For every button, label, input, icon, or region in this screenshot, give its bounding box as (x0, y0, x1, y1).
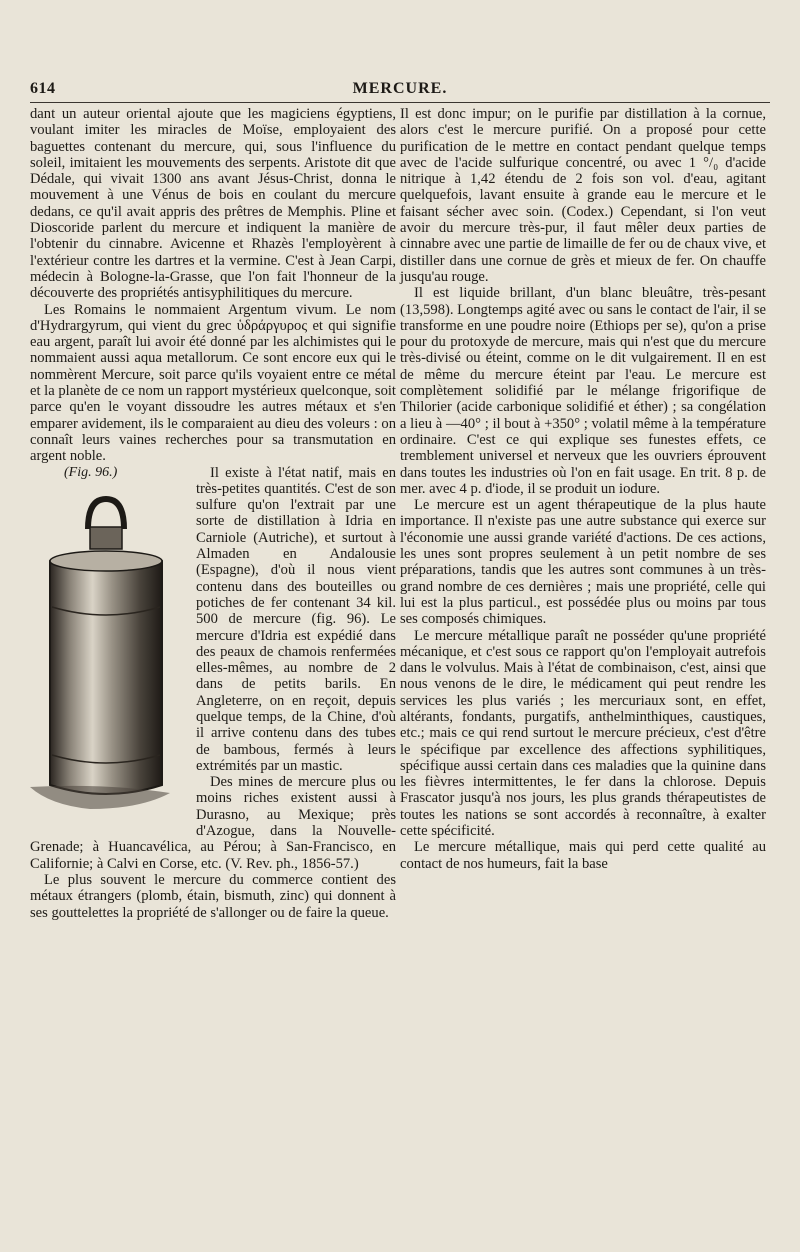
paragraph: Le mercure métallique paraît ne posséder qu'une propriété mécanique, et c'est sous ce rapport qu'on l'employait autrefois dans le volvulus. Mais à l'état de combinaison, c'est, ainsi que nous venons de le dire, le médicament qui peut rendre les services les plus variés ; les mercuriaux sont, en effet, altérants, fondants, purgatifs, anthelminthiques, caustiques, etc.; mais ce qui rend surtout le mercure précieux, c'est d'être le spécifique par excellence des affections syphilitiques, spécifique aussi certain dans ces maladies que la quinine dans les fièvres intermittentes, le fer dans la chlorose. Depuis Frascator jusqu'à nos jours, les plus grands thérapeutistes de toutes les nations se sont accordés à reconnaître, à exalter cette spécificité. (400, 627, 766, 840)
page-header (30, 80, 770, 103)
mercury-flask-illustration (30, 487, 188, 817)
right-column (400, 106, 766, 872)
figure-96 (30, 465, 188, 823)
paragraph-text: Il existe à l'état natif, mais en très-petites quantités. C'est de son sulfure qu'on l'extrait par une sorte de distillation à Idria en Carniole (Autriche), et surtout à Almaden en Andalousie (Espagne), d'où il nous vient contenu dans des bouteilles ou potiches de fer contenant 34 kil. 500 de mercure (fig. 96). Le mercure d'Idria est expédié dans des peaux de chamois renfermées elles-mêmes, au nombre de 2 dans de petits barils. En Angleterre, on en reçoit, depuis quelque temps, de la Chine, d'où il arrive contenu dans des tubes de bambous, fermés à leurs extrémités par un mastic. (196, 464, 396, 774)
running-title: MERCURE. (352, 80, 448, 97)
left-column (30, 106, 396, 921)
figure-caption: (Fig. 96.) (64, 464, 118, 480)
paragraph: Le mercure métallique, mais qui perd cette qualité au contact de nos humeurs, fait la base (400, 839, 766, 872)
paragraph: Il est donc impur; on le purifie par distillation à la cornue, alors c'est le mercure purifié. On a proposé pour cette purification de le mettre en contact pendant quelque temps avec de l'acide sulfurique concentré, ou avec 1 °/₀ d'acide nitrique à 1,42 étendu de 2 fois son vol. d'eau, agitant quelquefois, lavant ensuite à grande eau le mercure et le faisant sécher avec soin. (Codex.) Cependant, si l'on veut avoir du mercure très-pur, il faut mêler deux parties de cinnabre avec une partie de limaille de fer ou de chaux vive, et distiller dans une cornue de grès et mieux de fer. On chauffe jusqu'au rouge. (400, 106, 766, 285)
paragraph: Les Romains le nommaient Argentum vivum. Le nom d'Hydrargyrum, qui vient du grec ὑδράργυρος et qui signifie eau argent, paraît lui avoir été donné par les alchimistes qui le nommaient aussi aqua metallorum. Ce sont encore eux qui le nommèrent Mercure, soit parce qu'ils voyaient entre ce métal et la planète de ce nom un rapport mystérieux quelconque, soit parce qu'en le voyant dissoudre les autres métaux et s'en emparer avidement, ils le comparaient au dieu des voleurs : on connaît leurs vaines recherches pour sa transmutation en argent noble. (30, 301, 396, 465)
paragraph: Il est liquide brillant, d'un blanc bleuâtre, très-pesant (13,598). Longtemps agité avec ou sans le contact de l'air, il se transforme en une poudre noire (Ethiops per se), qu'on a prise pour du protoxyde de mercure, mais qui n'est que du mercure très-divisé ou éteint, comme on le dit vulgairement. Il en est de même du mercure éteint par l'eau. Le mercure est complètement solidifié par le mélange frigorifique de Thilorier (acide carbonique solidifié et éther) ; sa congélation a lieu à —40° ; il bout à +350° ; volatil même à la température ordinaire. C'est ce qui explique ses funestes effets, ce tremblement universel et nerveux que les ouvriers éprouvent dans toutes les industries où l'on en fait usage. En trit. 8 p. de mer. avec 4 p. d'iode, il se produit un iodure. (400, 285, 766, 497)
paragraph: Le mercure est un agent thérapeutique de la plus haute importance. Il n'existe pas une autre substance qui exerce sur l'économie une aussi grande variété d'actions. De ces actions, les unes sont propres seulement à un petit nombre de ses préparations, tandis que les autres sont communes à un très-grand nombre de ces dernières ; mais une propriété, celle qui lui est la plus particul., est possédée plus ou moins par tous ses composés chimiques. (400, 497, 766, 628)
paragraph: Des mines de mercure plus ou moins riches existent aussi à Durasno, au Mexique; près d'Azogue, dans la Nouvelle-Grenade; à Huancavélica, au Pérou; à San-Francisco, en Californie; à Calvi en Corse, etc. (V. Rev. ph., 1856-57.) (30, 774, 396, 872)
paragraph: dant un auteur oriental ajoute que les magiciens égyptiens, voulant imiter les miracles de Moïse, employaient des baguettes contenant du mercure, qui, sous l'influence du soleil, imitaient les mouvements des serpents. Aristote dit que Dédale, qui vivait 1300 ans avant Jésus-Christ, donna le mouvement à une Vénus de bois en coulant du mercure dedans, ce qu'il avait appris des prêtres de Memphis. Pline et Dioscoride parlent du mercure et indiquent la manière de l'obtenir du cinnabre. Avicenne et Rhazès l'employèrent à l'extérieur contre les dartres et la vermine. C'est à Jean Carpi, médecin à Bologne-la-Grasse, que l'on fait l'honneur de la découverte des propriétés antisyphilitiques du mercure. (30, 106, 396, 302)
paragraph: Le plus souvent le mercure du commerce contient des métaux étrangers (plomb, étain, bismuth, zinc) qui donnent à ses gouttelettes la propriété de s'allonger ou de faire la queue. (30, 871, 396, 921)
paragraph (30, 465, 396, 775)
page-number: 614 (30, 80, 56, 97)
